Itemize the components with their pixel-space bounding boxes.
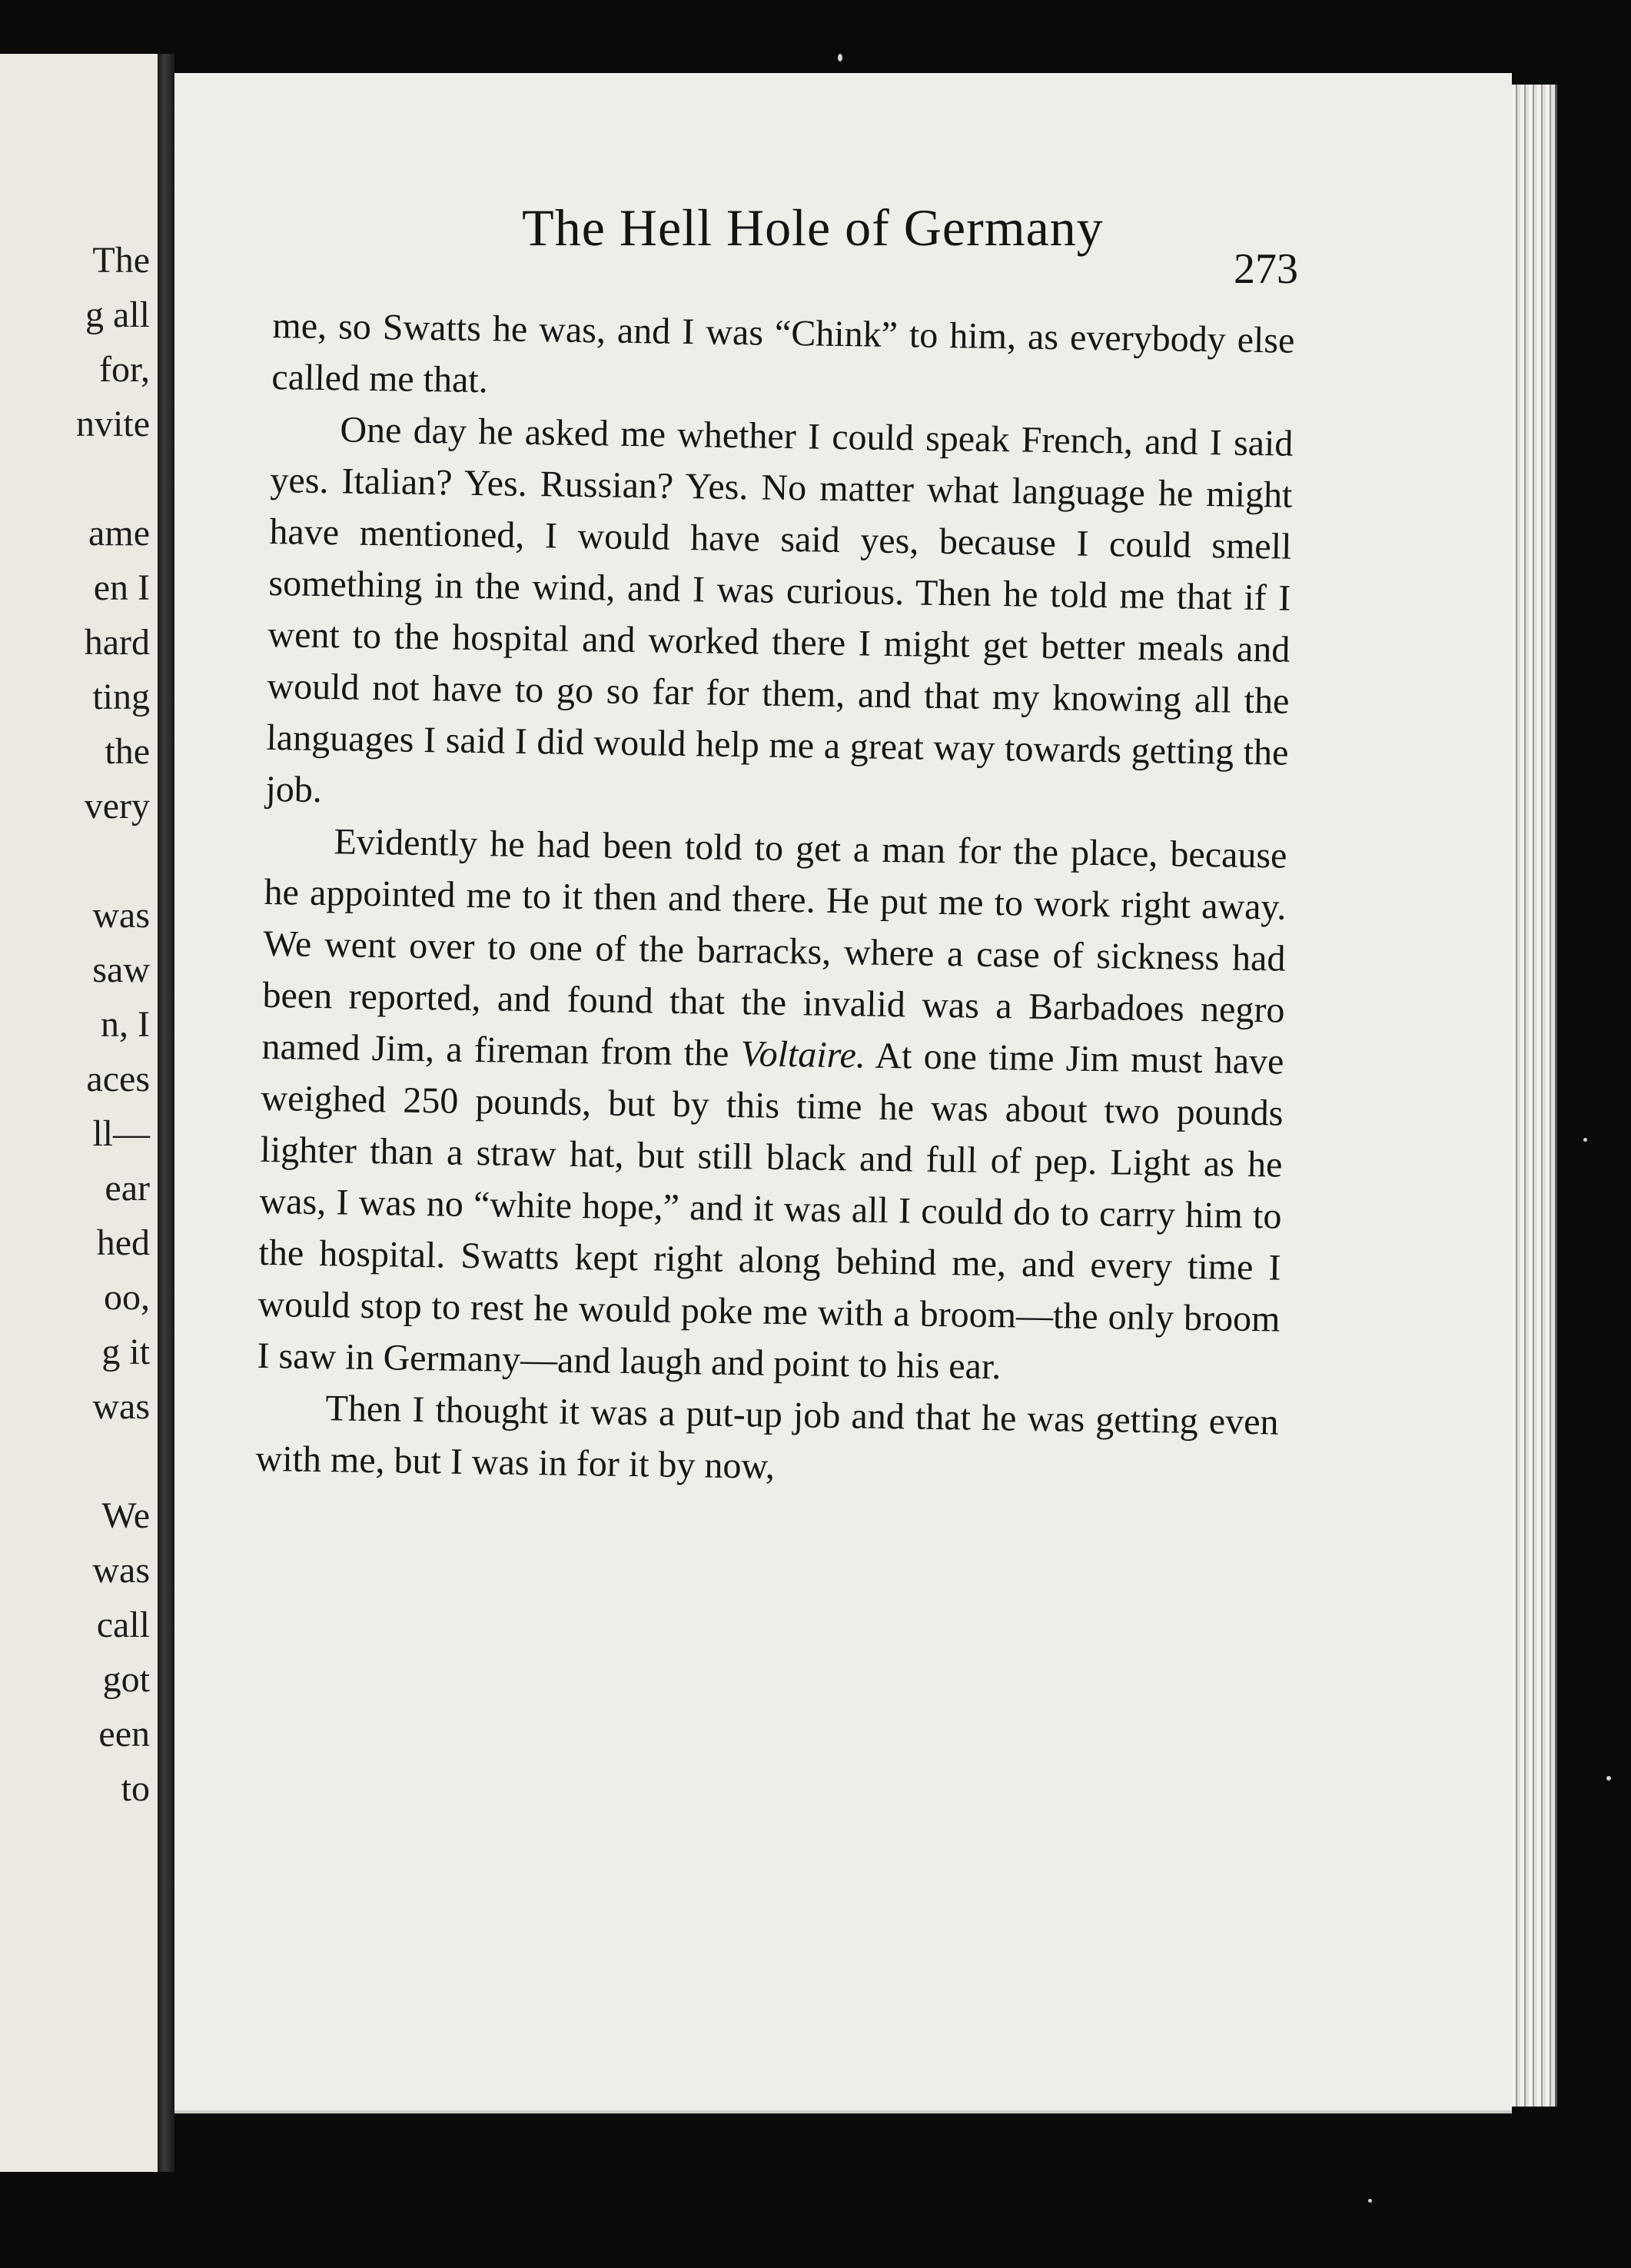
book-gutter: [158, 54, 174, 2172]
page-stack-edges: [1512, 85, 1557, 2107]
previous-page-line: oo,: [104, 1277, 150, 1318]
scan-speck: [1583, 1138, 1587, 1142]
previous-page-line: n, I: [101, 1004, 150, 1045]
previous-page-line: ting: [92, 677, 150, 717]
scan-speck: [1368, 2199, 1372, 2203]
paragraph: Then I thought it was a put-up job and that he was getting even with me, but I was in for it by now,: [255, 1388, 1279, 1487]
previous-page-line: aces: [86, 1059, 150, 1099]
previous-page-line: ll—: [92, 1113, 150, 1154]
previous-page-line: en I: [93, 567, 150, 608]
previous-page-line: was: [92, 895, 150, 936]
running-title: The Hell Hole of Germany: [522, 198, 1104, 257]
ship-name-italic: Voltaire.: [740, 1033, 866, 1076]
previous-page-line: ame: [88, 513, 150, 554]
previous-page-line: for,: [98, 349, 150, 390]
paragraph: [257, 815, 1287, 1397]
paragraph: One day he asked me whether I could speak French, and I said yes. Italian? Yes. Russian? Yes. No matter what language he might have mentioned, I would have said yes, because I could smell something in the wind, and I was curious. Then he told me that if I went to the hospital and worked there I might get better meals and would not have to go so far for them, and that my knowing all the languages I said I did would help me a great way towards getting the job.: [265, 409, 1294, 811]
previous-page-fragment: [0, 54, 162, 2172]
scan-speck: [1606, 1776, 1611, 1781]
paragraph-continued: me, so Swatts he was, and I was “Chink” to him, as everybody else called me that.: [271, 304, 1295, 401]
page-body: [255, 300, 1295, 1500]
previous-page-line: the: [105, 731, 150, 772]
previous-page-text: [4, 54, 158, 2172]
previous-page-line: The: [92, 240, 150, 281]
previous-page-line: to: [121, 1768, 150, 1809]
previous-page-line: We: [101, 1495, 150, 1536]
previous-page-line: saw: [92, 949, 150, 990]
paragraph-text: Evidently he had been told to get a man for the place, because he appointed me to it then and there. He put me to work right away. We went over to one of the barracks, where a case of sickness had been reported, and found that the invalid was a Barbadoes negro named Jim, a fireman from the: [261, 821, 1287, 1075]
previous-page-line: was: [92, 1550, 150, 1591]
scan-speck: [838, 54, 842, 62]
previous-page-line: very: [84, 786, 150, 826]
previous-page-line: hed: [96, 1222, 150, 1263]
previous-page-line: een: [98, 1714, 150, 1754]
previous-page-line: call: [96, 1605, 150, 1645]
previous-page-line: ear: [105, 1168, 150, 1209]
previous-page-line: g all: [85, 294, 150, 335]
previous-page-line: got: [102, 1659, 150, 1700]
previous-page-line: was: [92, 1386, 150, 1427]
previous-page-line: hard: [84, 622, 150, 663]
page-number: 273: [1234, 245, 1298, 293]
previous-page-line: g it: [101, 1332, 150, 1372]
previous-page-line: nvite: [76, 404, 150, 444]
paragraph-text: At one time Jim must have weighed 250 pounds, but by this time he was about two pounds lighter than a straw hat, but still black and full of pep. Light as he was, I was no “white hope,” and it was all I could do to carry him to the hospital. Swatts kept right along behind me, and every time I would stop to rest he would poke me with a broom—the only broom I saw in Germany—and laugh and point to his ear.: [257, 1035, 1284, 1388]
